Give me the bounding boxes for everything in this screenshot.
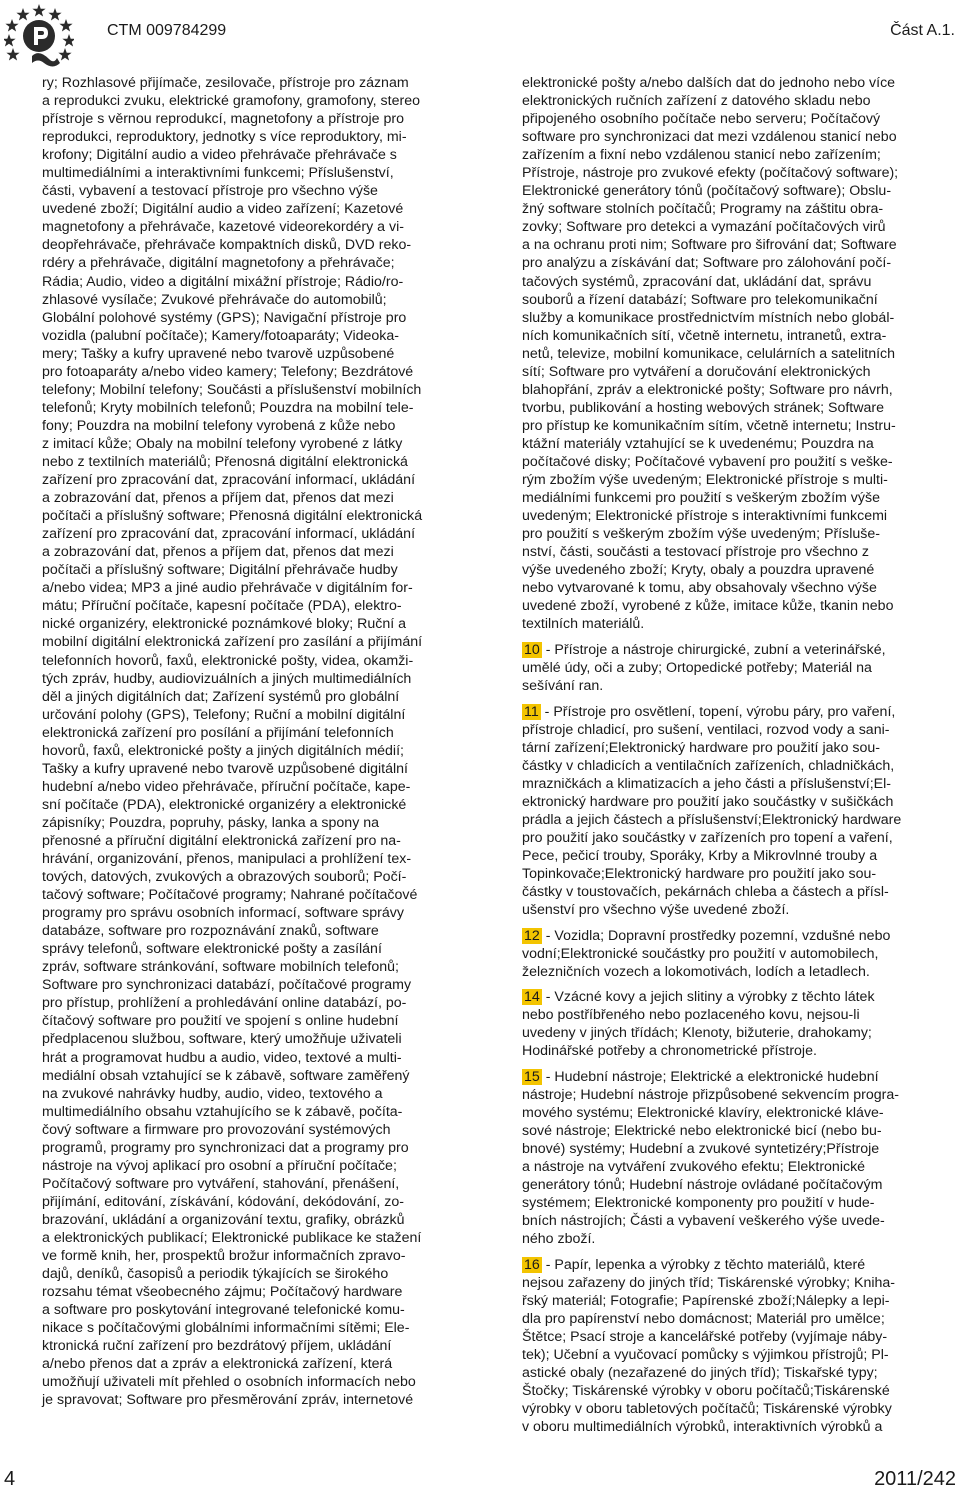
- eu-stars-logo: [4, 3, 74, 69]
- text-line: Počítačový software pro vytváření, stahování, přenášení,: [42, 1175, 400, 1192]
- text-line: hrávání, organizování, přenos, manipulaci a prohlížení tex-: [42, 851, 412, 868]
- class-14-paragraph: [522, 988, 922, 1060]
- text-line: ektronický hardware pro použití jako součástky v sušičkách: [522, 793, 894, 810]
- text-line: mediálními funkcemi pro použití s veškerým zbožím výše: [522, 490, 880, 507]
- text-line: telefonních hovorů, faxů, elektronické pošty, videa, okamži-: [42, 652, 414, 669]
- text-line: elektronických ručních zařízení z datového skladu nebo: [522, 93, 871, 110]
- text-line: Rádia; Audio, video a digitální mixážní přístroje; Rádio/ro-: [42, 273, 404, 290]
- text-line: blahopřání, zpráv a elektronické pošty; Software pro návrh,: [522, 381, 893, 398]
- text-line: databáze, software pro rozpoznávání znaků, software: [42, 923, 379, 940]
- text-line: uvedené zboží; Digitální audio a video zařízení; Kazetové: [42, 201, 404, 218]
- text-line: pro fotoaparáty a/nebo video kamery; Telefony; Bezdrátové: [42, 363, 414, 380]
- text-line: a/nebo videa; MP3 a jiné audio přehrávače v digitálním for-: [42, 580, 413, 597]
- text-line: Tašky a kufry upravené nebo tvarově uzpůsobené digitální: [42, 760, 408, 777]
- text-line: pro přístup ke komunikačním sítím, včetně internetu; Instru-: [522, 417, 896, 434]
- text-line: přenosné a příruční digitální elektronická zařízení pro na-: [42, 832, 401, 849]
- text-line: dajů, deníků, časopisů a periodik týkajících se širokého: [42, 1266, 389, 1283]
- text-line: zovky; Software pro detekci a vymazání počítačových virů: [522, 219, 886, 236]
- text-line: reprodukci, reproduktory, jednotky s více reproduktory, mi-: [42, 129, 407, 146]
- text-line: telefony; Mobilní telefony; Součásti a příslušenství mobilních: [42, 381, 422, 398]
- text-line: magnetofony a přehrávače, kazetové videorekordéry a vi-: [42, 219, 404, 236]
- text-line: na zvukové nahrávky hudby, audio, video, textového a: [42, 1085, 383, 1102]
- class-number-badge: 16: [524, 1256, 540, 1273]
- text-line: výše uvedeného zboží; Kryty, obaly a pouzdra upravené: [522, 562, 875, 579]
- class-number-badge: 14: [524, 989, 540, 1006]
- text-line: počítači a příslušný software; Digitální přehrávače hudby: [42, 562, 398, 579]
- text-line: fony; Pouzdra na mobilní telefony vyrobená z kůže nebo: [42, 417, 396, 434]
- text-line: bnové) systémy; Hudební a zvukové syntetizéry;Přístroje: [522, 1141, 880, 1158]
- text-line: ušenství pro všechno výše uvedené zboží.: [522, 902, 790, 919]
- text-line: zařízením a fixní nebo vzdálenou stanicí nebo zařízením;: [522, 147, 881, 164]
- text-line: mery; Tašky a kufry upravené nebo tvarově uzpůsobené: [42, 345, 395, 362]
- text-line: Elektronické generátory tónů (počítačový software); Obslu-: [522, 183, 892, 200]
- text-line: sové nástroje; Elektrické nebo elektronické bicí (nebo bu-: [522, 1123, 882, 1140]
- text-line-content: - Vzácné kovy a jejich slitiny a výrobky z těchto látek: [541, 989, 875, 1006]
- class-10-paragraph: [522, 641, 922, 695]
- text-line: tačový software; Počítačové programy; Nahrané počítačové: [42, 887, 418, 904]
- text-line: řský materiál; Fotografie; Papírenské zboží;Nálepky a lepi-: [522, 1293, 890, 1310]
- text-line: mového systému; Elektronické klavíry, elektronické kláve-: [522, 1105, 884, 1122]
- goods-paragraph: [42, 74, 442, 1409]
- text-line: připojeného osobního počítače nebo serveru; Počítačový: [522, 111, 881, 128]
- text-line: ních komunikačních sítí, včetně internetu, intranetů, extra-: [522, 327, 887, 344]
- text-line: nství, části, součásti a testovací přístroje pro všechno z: [522, 544, 869, 561]
- text-line: systémem; Elektronické komponenty pro použití v hude-: [522, 1195, 875, 1212]
- text-line: tvorbu, publikování a hosting webových stránek; Software: [522, 399, 884, 416]
- text-line: Globální polohové systémy (GPS); Navigační přístroje pro: [42, 309, 407, 326]
- text-line: nikace s počítačovými globálními informačními sítěmi; Ele-: [42, 1320, 410, 1337]
- text-line: částky v toustovačích, pekárnách chleba a částech a přísl-: [522, 884, 889, 901]
- text-line: hrát a programovat hudbu a audio, video, textové a multi-: [42, 1049, 402, 1066]
- text-line: děl a jiných digitálních dat; Zařízení systémů pro globální: [42, 688, 400, 705]
- text-line: tek); Učební a vyučovací pomůcky s výjimkou přístrojů; Pl-: [522, 1347, 889, 1364]
- text-line: a software pro poskytování integrované telefonické komu-: [42, 1302, 405, 1319]
- text-line: krofony; Digitální audio a video přehrávače přehrávače s: [42, 147, 397, 164]
- issue-number: 2011/242: [874, 1468, 956, 1490]
- text-line: textilních materiálů.: [522, 616, 645, 633]
- text-line: nástroje; Hudební nástroje přizpůsobené sekvencím progra-: [522, 1087, 899, 1104]
- text-line: zařízení pro zpracování dat, zpracování informací, ukládání: [42, 472, 416, 489]
- class-number-badge: 12: [524, 927, 540, 944]
- text-line: pro použití jako součástky v zařízeních pro topení a vaření,: [522, 829, 893, 846]
- part-label: Část A.1.: [890, 22, 955, 39]
- class-number-badge: 10: [524, 641, 540, 658]
- text-line: určování polohy (GPS), Telefony; Ruční a mobilní digitální: [42, 706, 406, 723]
- text-line: Štětce; Psací stroje a kancelářské potřeby (vyjímaje náby-: [522, 1329, 888, 1346]
- text-line: Přístroje, nástroje pro zvukové efekty (počítačový software);: [522, 165, 899, 182]
- text-line: a nástroje na vytváření zvukového efektu; Elektronické: [522, 1159, 866, 1176]
- text-line: hovorů, faxů, elektronické pošty a jiných digitálních médií;: [42, 742, 404, 759]
- text-line: sítí; Software pro vytváření a doručování elektronických: [522, 363, 871, 380]
- text-line: prádla a jejich částech a příslušenství;Elektronický hardware: [522, 811, 902, 828]
- text-line: programy pro správu osobních informací, software správy: [42, 905, 404, 922]
- text-line: [522, 988, 922, 1006]
- text-line: [522, 1256, 922, 1274]
- text-line: přístroje chladicí, pro sušení, ventilaci, rozvod vody a sani-: [522, 721, 890, 738]
- text-line: sešívání ran.: [522, 678, 604, 695]
- text-line: mrazničkách a klimatizacích a jeho části a příslušenství;El-: [522, 775, 892, 792]
- text-line: hudební a/nebo video přehrávače, příruční počítače, kape-: [42, 778, 411, 795]
- text-line: souborů a řízení databází; Software pro telekomunikační: [522, 291, 878, 308]
- text-line: uvedené zboží, vyrobené z kůže, imitace kůže, tkanin nebo: [522, 598, 894, 615]
- text-line: umožňují uživateli mít přehled o osobních informacích nebo: [42, 1374, 416, 1391]
- text-line: žný software stolních počítačů; Programy na záštitu obra-: [522, 201, 884, 218]
- class-15-paragraph: [522, 1068, 922, 1248]
- text-line: části, vybavení a testovací přístroje pro všechno výše: [42, 183, 378, 200]
- text-line: software pro synchronizaci dat mezi vzdálenou stanicí nebo: [522, 129, 897, 146]
- text-line: bních nástrojích; Části a vybavení veškerého výše uvede-: [522, 1213, 885, 1230]
- text-line: Pece, pečicí trouby, Sporáky, Krby a Mikrovlnné trouby a: [522, 847, 878, 864]
- text-line: programů, programy pro synchronizaci dat a programy pro: [42, 1139, 409, 1156]
- text-line: železničních vozech a lokomotivách, lodích a letadlech.: [522, 963, 870, 980]
- text-line: netů, televize, mobilní komunikace, celulárních a satelitních: [522, 345, 896, 362]
- text-line: nické organizéry, elektronické poznámkové bloky; Ruční a: [42, 616, 407, 633]
- text-line: astické obaly (nezařazené do jiných tříd); Tiskařské typy;: [522, 1365, 878, 1382]
- text-line: výrobky v oboru tabletových počítačů; Tiskárenské výrobky: [522, 1401, 892, 1418]
- text-line-content: - Papír, lepenka a výrobky z těchto materiálů, které: [541, 1256, 866, 1273]
- text-line: [522, 703, 922, 721]
- text-line: částky v chladicích a ventilačních zařízeních, chladničkách,: [522, 757, 895, 774]
- text-line: přijímání, editování, získávání, kódování, dekódování, zo-: [42, 1193, 404, 1210]
- text-line: multimediálními a interaktivními funkcemi; Příslušenství,: [42, 165, 394, 182]
- text-line: mobilní digitální elektronická zařízení pro zasílání a přijímání: [42, 634, 423, 651]
- text-line-content: - Vozidla; Dopravní prostředky pozemní, vzdušné nebo: [541, 927, 891, 944]
- text-line: vodní;Elektronické součástky pro použití v automobilech,: [522, 945, 879, 962]
- text-line-content: - Přístroje a nástroje chirurgické, zubní a veterinářské,: [541, 641, 886, 658]
- left-column: [42, 74, 442, 1409]
- text-line: pro analýzu a získávání dat; Software pro zálohování počí-: [522, 255, 892, 272]
- text-line: nebo z textilních materiálů; Přenosná digitální elektronická: [42, 453, 408, 470]
- text-line: [522, 641, 922, 659]
- text-line: pro použití s veškerým zbožím výše uvedeným; Přísluše-: [522, 526, 880, 543]
- text-line: mátu; Příruční počítače, kapesní počítače (PDA), elektro-: [42, 598, 402, 615]
- text-line: a/nebo přenos dat a zpráv a elektronická zařízení, která: [42, 1356, 393, 1373]
- text-line: [522, 927, 922, 945]
- text-line: rým zbožím výše uvedeným; Elektronické přístroje s multi-: [522, 472, 888, 489]
- text-line: umělé údy, oči a zuby; Ortopedické potřeby; Materiál na: [522, 660, 872, 676]
- text-line: v oboru multimediálních výrobků, interaktivních výrobků a: [522, 1419, 883, 1436]
- class-12-paragraph: [522, 927, 922, 981]
- text-line: je spravovat; Software pro přesměrování zpráv, internetové: [42, 1392, 414, 1409]
- text-line: [522, 1068, 922, 1086]
- text-line-content: - Hudební nástroje; Elektrické a elektronické hudební: [541, 1068, 879, 1085]
- class-number-badge: 11: [524, 703, 539, 720]
- text-line: tých zpráv, hudby, audiovizuálních a jiných multimediálních: [42, 670, 412, 687]
- text-line: služby a komunikace prostřednictvím místních nebo globál-: [522, 309, 895, 326]
- text-line: ve formě knih, her, prospektů brožur informačních zpravo-: [42, 1248, 406, 1265]
- ctm-number: CTM 009784299: [107, 22, 227, 39]
- text-line: rdéry a přehrávače, digitální magnetofony a přehrávače;: [42, 255, 395, 272]
- text-line-content: - Přístroje pro osvětlení, topení, výrobu páry, pro vaření,: [540, 703, 896, 720]
- text-line: multimediálního obsahu vztahujícího se k zábavě, počíta-: [42, 1103, 403, 1120]
- text-line: telefonů; Kryty mobilních telefonů; Pouzdra na mobilní tele-: [42, 399, 414, 416]
- text-line: správy telefonů, software elektronické pošty a zasílání: [42, 941, 382, 958]
- text-line: z imitací kůže; Obaly na mobilní telefony vyrobené z látky: [42, 435, 403, 452]
- text-line: uvedeným; Elektronické přístroje s interaktivními funkcemi: [522, 508, 888, 525]
- text-line: brazování, ukládání a organizování textu, grafiky, obrázků: [42, 1211, 405, 1228]
- text-line: ktážní materiály vztahující se k uvedenému; Pouzdra na: [522, 435, 874, 452]
- text-line: generátory tónů; Hudební nástroje ovládané počítačovým: [522, 1177, 883, 1194]
- text-line: pro přístup, prohlížení a prohledávání online databází, po-: [42, 995, 407, 1012]
- text-line: zpráv, software stránkování, software mobilních telefonů;: [42, 959, 399, 976]
- text-line: elektronická zařízení pro posílání a přijímání telefonních: [42, 724, 394, 741]
- text-line: ktronická ruční zařízení pro bezdrátový příjem, ukládání: [42, 1338, 392, 1355]
- text-line: Software pro synchronizaci databází, počítačové programy: [42, 977, 412, 994]
- text-line: dla pro papírenství nebo domácnost; Materiál pro umělce;: [522, 1311, 885, 1328]
- text-line: Štočky; Tiskárenské výrobky v oboru počítačů;Tiskárenské: [522, 1383, 890, 1400]
- text-line: tární zařízení;Elektronický hardware pro použití jako sou-: [522, 739, 881, 756]
- goods-paragraph: [522, 74, 922, 633]
- text-line: a elektronických publikací; Elektronické publikace ke stažení: [42, 1230, 422, 1246]
- text-line: předplacenou službou, software, který umožňuje uživateli: [42, 1031, 402, 1048]
- text-line: mediální obsah vztahující se k zábavě, software zaměřený: [42, 1067, 410, 1084]
- text-line: nástroje na vývoj aplikací pro osobní a příruční počítače;: [42, 1157, 397, 1174]
- text-line: tačových systémů, zpracování dat, ukládání dat, správu: [522, 273, 872, 290]
- text-line: počítači a příslušný software; Přenosná digitální elektronická: [42, 508, 423, 525]
- class-number-badge: 15: [524, 1068, 540, 1085]
- text-line: přístroje s věrnou reprodukcí, magnetofony a přístroje pro: [42, 111, 404, 128]
- text-line: zařízení pro zpracování dat, zpracování informací, ukládání: [42, 526, 416, 543]
- text-line: uvedeny v jiných třídách; Klenoty, bižuterie, drahokamy;: [522, 1025, 872, 1042]
- text-line: Hodinářské potřeby a chronometrické přístroje.: [522, 1043, 817, 1060]
- class-11-paragraph: [522, 703, 922, 920]
- text-line: nebo postříbřeného nebo pozlaceného kovu, nejsou-li: [522, 1007, 860, 1024]
- text-line: rozsahu témat všeobecného zájmu; Počítačový hardware: [42, 1284, 403, 1301]
- text-line: ry; Rozhlasové přijímače, zesilovače, přístroje pro záznam: [42, 75, 409, 91]
- text-line: čítačový software pro použití ve spojení s online hudební: [42, 1013, 399, 1030]
- text-line: a zobrazování dat, přenos a příjem dat, přenos dat mezi: [42, 544, 394, 561]
- text-line: deopřehrávače, přehrávače kompaktních disků, DVD reko-: [42, 237, 412, 254]
- text-line: tových, datových, zvukových a obrazových souborů; Počí-: [42, 869, 407, 886]
- text-line: Topinkovače;Elektronický hardware pro použití jako sou-: [522, 866, 877, 883]
- right-column: [522, 74, 922, 1436]
- text-line: a zobrazování dat, přenos a příjem dat, přenos dat mezi: [42, 490, 394, 507]
- text-line: zhlasové vysílače; Zvukové přehrávače do automobilů;: [42, 291, 387, 308]
- text-line: sní počítače (PDA), elektronické organizéry a elektronické: [42, 796, 407, 813]
- text-line: zápisníky; Pouzdra, popruhy, pásky, lanka a spony na: [42, 814, 380, 831]
- text-line: nejsou zařazeny do jiných tříd; Tiskárenské výrobky; Kniha-: [522, 1275, 895, 1291]
- text-line: a na ochranu proti nim; Software pro šifrování dat; Software: [522, 237, 897, 254]
- page-number: 4: [4, 1468, 16, 1490]
- text-line: počítačové disky; Počítačové vybavení pro použití s veške-: [522, 453, 893, 470]
- text-line: a reprodukci zvuku, elektrické gramofony, gramofony, stereo: [42, 93, 420, 110]
- class-16-paragraph: [522, 1256, 922, 1436]
- text-line: vozidla (palubní počítače); Kamery/fotoaparáty; Videoka-: [42, 327, 399, 344]
- text-line: nebo vytvarované k tomu, aby obsahovaly všechno výše: [522, 580, 877, 597]
- text-line: ného zboží.: [522, 1231, 596, 1248]
- text-line: elektronické pošty a/nebo dalších dat do jednoho nebo více: [522, 75, 896, 91]
- text-line: čový software a firmware pro provozování systémových: [42, 1121, 391, 1138]
